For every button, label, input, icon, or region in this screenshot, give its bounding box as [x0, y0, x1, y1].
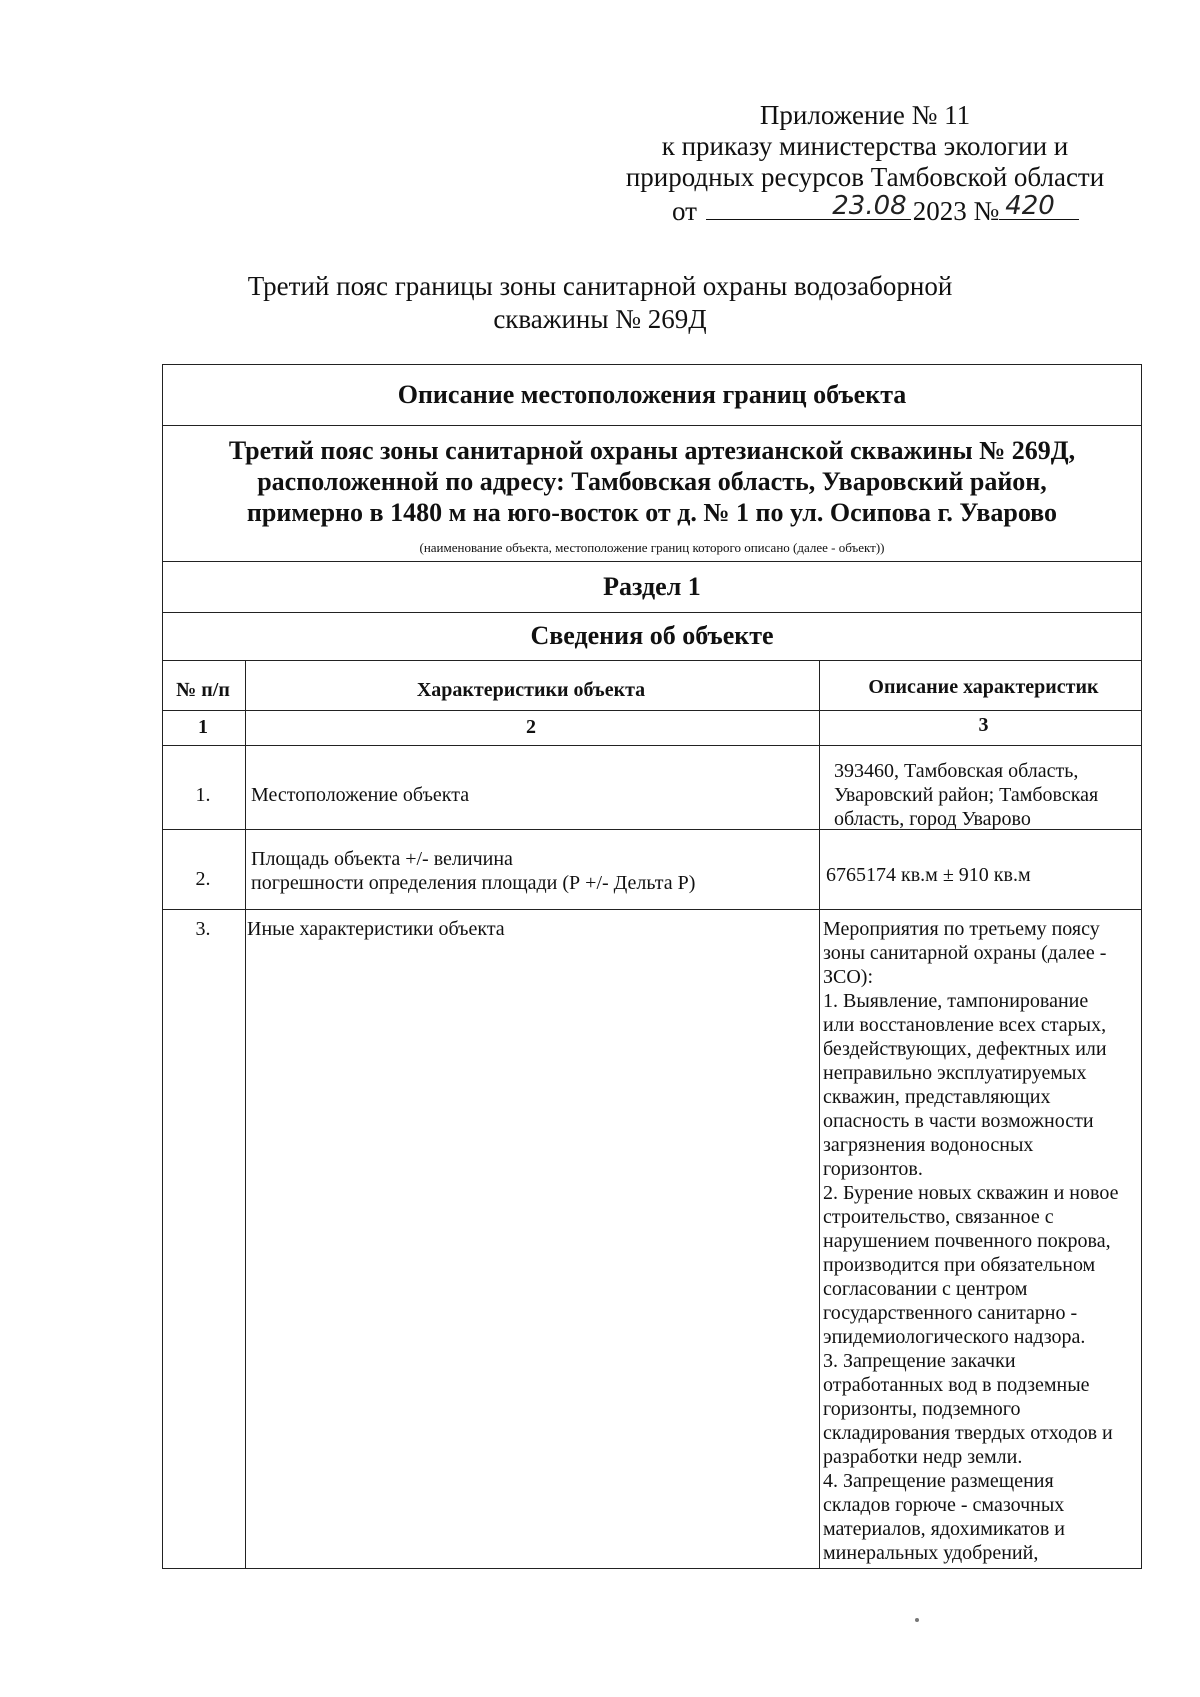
row-divider [163, 829, 1141, 830]
column-divider-1 [245, 660, 246, 1568]
row-divider [163, 745, 1141, 746]
row-3-description: Мероприятия по третьему поясу зоны санитарной охраны (далее - ЗСО): 1. Выявление, тампонирование или восстановление всех старых, бездействующих, дефектных или неправильно эксплуатируемых скважин, представляющих опасность в части возможности загрязнения водоносных горизонтов. 2. Бурение новых скважин и новое строительство, связанное с нарушением почвенного покрова, производится при обязательном согласовании с центром государственного санитарно - эпидемиологического надзора. 3. Запрещение закачки отработанных вод в подземные горизонты, подземного складирования твердых отходов и разработки недр земли. 4. Запрещение размещения складов горюче - смазочных материалов, ядохимикатов и минеральных удобрений, [823, 918, 1119, 1564]
column-number-3: 3 [978, 714, 989, 736]
row-2-number: 2. [195, 868, 211, 890]
row-divider [163, 710, 1141, 711]
document-title-line-1: Третий пояс границы зоны санитарной охраны водозаборной [247, 271, 953, 301]
row-3-characteristic: Иные характеристики объекта [247, 918, 505, 940]
date-year: 2023 № [912, 196, 1000, 226]
row-1-number: 1. [195, 784, 211, 806]
appendix-ministry: природных ресурсов Тамбовской области [625, 162, 1105, 192]
row-2-characteristic: Площадь объекта +/- величина погрешности определения площади (Р +/- Дельта Р) [251, 848, 696, 894]
column-header-characteristic: Характеристики объекта [416, 679, 646, 701]
number-blank [999, 191, 1079, 221]
document-title-line-2: скважины № 269Д [493, 304, 707, 334]
object-name-line-2: расположенной по адресу: Тамбовская область, Уваровский район, [257, 467, 1047, 496]
appendix-date-line [672, 191, 1079, 227]
form-header: Описание местоположения границ объекта [163, 365, 1141, 426]
column-header-number: № п/п [176, 679, 230, 701]
appendix-header [600, 100, 1130, 193]
appendix-title: Приложение № 11 [759, 100, 971, 130]
row-2-description: 6765174 кв.м ± 910 кв.м [826, 864, 1031, 886]
row-3-number: 3. [195, 918, 211, 940]
document-title [150, 270, 1050, 336]
row-1-characteristic: Местоположение объекта [251, 784, 470, 806]
object-name-line-1: Третий пояс зоны санитарной охраны артезианской скважины № 269Д, [228, 436, 1076, 465]
column-divider-2 [819, 660, 820, 1568]
object-name-line-3: примерно в 1480 м на юго-восток от д. № 1 по ул. Осипова г. Уварово [246, 498, 1058, 527]
column-header-description: Описание характеристик [868, 676, 1099, 698]
object-caption: (наименование объекта, местоположение границ которого описано (далее - объект)) [419, 540, 885, 555]
appendix-order-ref: к приказу министерства экологии и [661, 131, 1069, 161]
column-number-1: 1 [198, 716, 208, 738]
object-name [163, 425, 1141, 545]
row-1-description: 393460, Тамбовская область, Уваровский район; Тамбовская область, город Уварово [834, 760, 1099, 830]
handwritten-date: 23.08 [832, 191, 907, 221]
section-title: Раздел 1 [163, 562, 1141, 613]
row-divider [163, 909, 1141, 910]
section-subtitle: Сведения об объекте [163, 612, 1141, 661]
date-prefix: от [672, 196, 697, 226]
boundary-description-form [162, 364, 1142, 1569]
scan-speck [915, 1618, 919, 1622]
column-number-2: 2 [526, 716, 536, 738]
handwritten-number: 420 [1005, 191, 1055, 221]
date-blank [706, 191, 911, 221]
